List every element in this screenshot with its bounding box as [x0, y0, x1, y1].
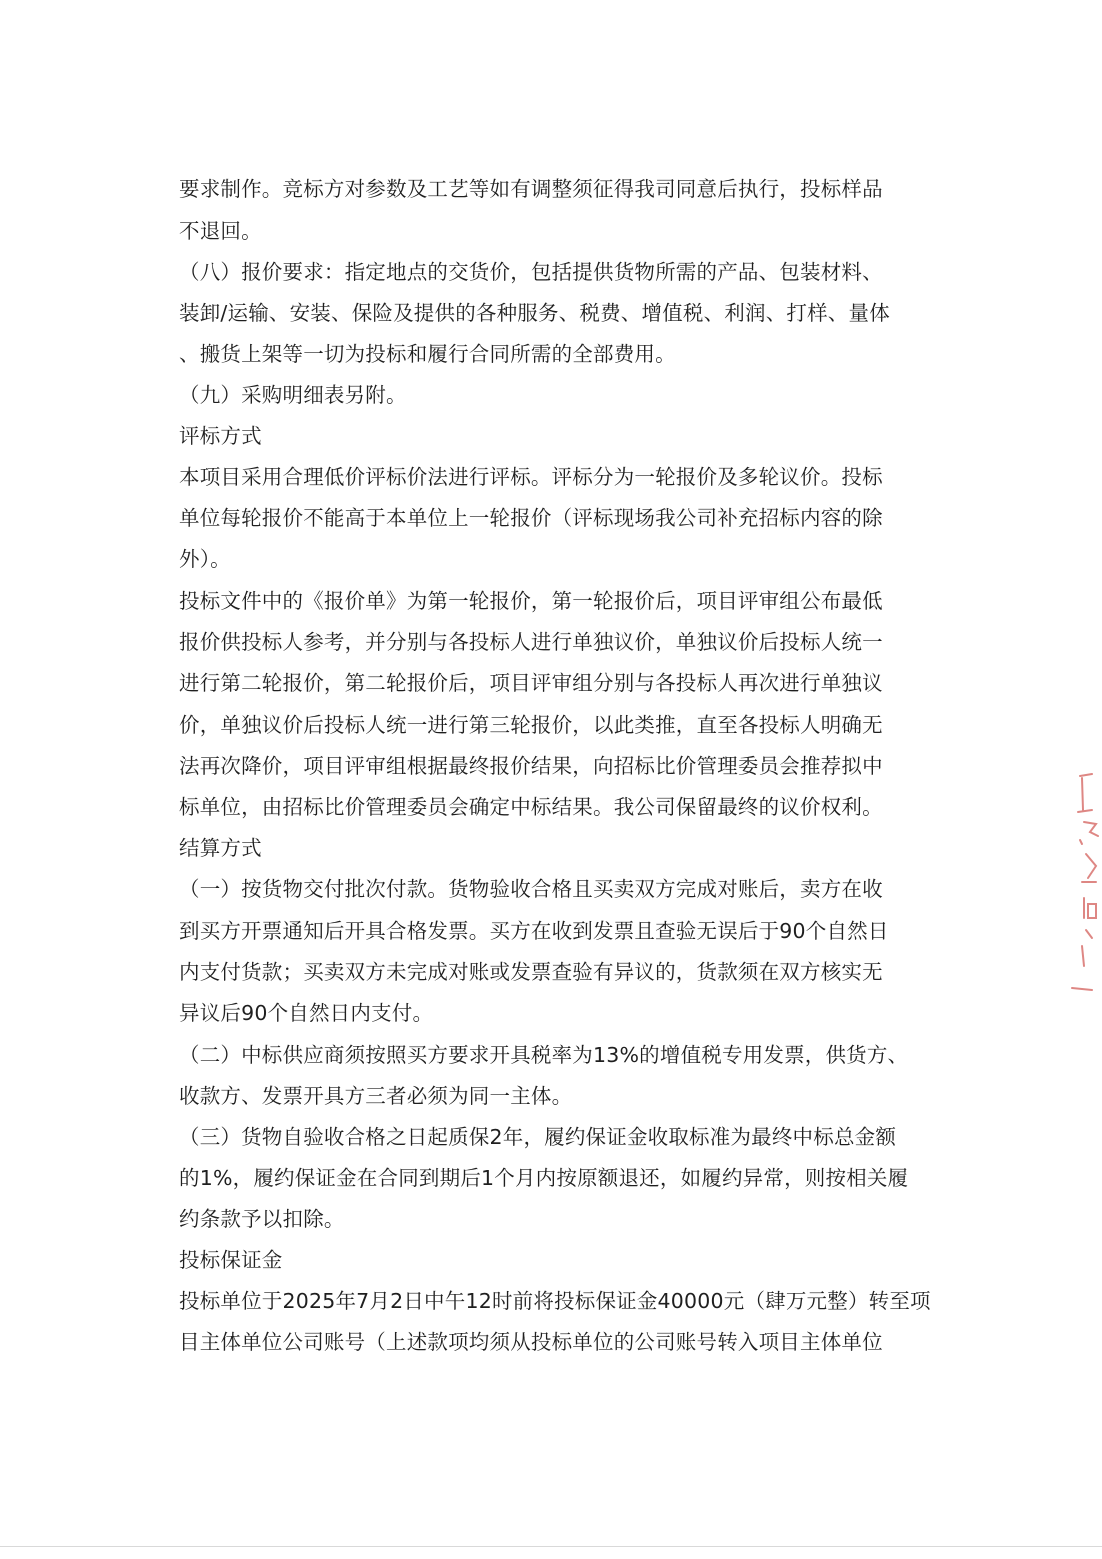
text-line: 报价供投标人参考，并分别与各投标人进行单独议价，单独议价后投标人统一: [179, 630, 883, 654]
text-line: （二）中标供应商须按照买方要求开具税率为13%的增值税专用发票，供货方、: [179, 1043, 909, 1067]
text-line: 不退回。: [179, 219, 262, 243]
text-line: 到买方开票通知后开具合格发票。买方在收到发票且查验无误后于90个自然日: [179, 919, 889, 943]
text-line: 投标文件中的《报价单》为第一轮报价，第一轮报价后，项目评审组公布最低: [179, 589, 883, 613]
text-line: 单位每轮报价不能高于本单位上一轮报价（评标现场我公司补充招标内容的除: [179, 506, 883, 530]
section-heading: 投标保证金: [179, 1248, 283, 1272]
text-line: 异议后90个自然日内支付。: [179, 1001, 434, 1025]
text-line: 投标单位于2025年7月2日中午12时前将投标保证金40000元（肆万元整）转至项: [179, 1289, 931, 1313]
text-line: （八）报价要求：指定地点的交货价，包括提供货物所需的产品、包装材料、: [179, 260, 883, 284]
text-line: 、搬货上架等一切为投标和履行合同所需的全部费用。: [179, 342, 676, 366]
text-line: 装卸/运输、安装、保险及提供的各种服务、税费、增值税、利润、打样、量体: [179, 301, 890, 325]
text-line: 进行第二轮报价，第二轮报价后，项目评审组分别与各投标人再次进行单独议: [179, 671, 883, 695]
text-line: 法再次降价，项目评审组根据最终报价结果，向招标比价管理委员会推荐拟中: [179, 754, 883, 778]
text-line: 约条款予以扣除。: [179, 1207, 345, 1231]
text-line: 目主体单位公司账号（上述款项均须从投标单位的公司账号转入项目主体单位: [179, 1330, 883, 1354]
section-heading: 结算方式: [179, 836, 262, 860]
text-line: 本项目采用合理低价评标价法进行评标。评标分为一轮报价及多轮议价。投标: [179, 465, 883, 489]
seal-stamp-fragment: [1062, 770, 1102, 1000]
text-line: （一）按货物交付批次付款。货物验收合格且买卖双方完成对账后，卖方在收: [179, 877, 883, 901]
text-line: 内支付货款；买卖双方未完成对账或发票查验有异议的，货款须在双方核实无: [179, 960, 883, 984]
text-line: （九）采购明细表另附。: [179, 383, 407, 407]
text-line: 价，单独议价后投标人统一进行第三轮报价，以此类推，直至各投标人明确无: [179, 713, 883, 737]
text-line: 标单位，由招标比价管理委员会确定中标结果。我公司保留最终的议价权利。: [179, 795, 883, 819]
text-line: 收款方、发票开具方三者必须为同一主体。: [179, 1084, 573, 1108]
text-line: 外）。: [179, 547, 231, 571]
text-line: （三）货物自验收合格之日起质保2年，履约保证金收取标准为最终中标总金额: [179, 1125, 897, 1149]
page-bottom-edge: [0, 1546, 1102, 1547]
text-line: 的1%，履约保证金在合同到期后1个月内按原额退还，如履约异常，则按相关履: [179, 1166, 909, 1190]
text-line: 要求制作。竞标方对参数及工艺等如有调整须征得我司同意后执行，投标样品: [179, 177, 883, 201]
section-heading: 评标方式: [179, 424, 262, 448]
